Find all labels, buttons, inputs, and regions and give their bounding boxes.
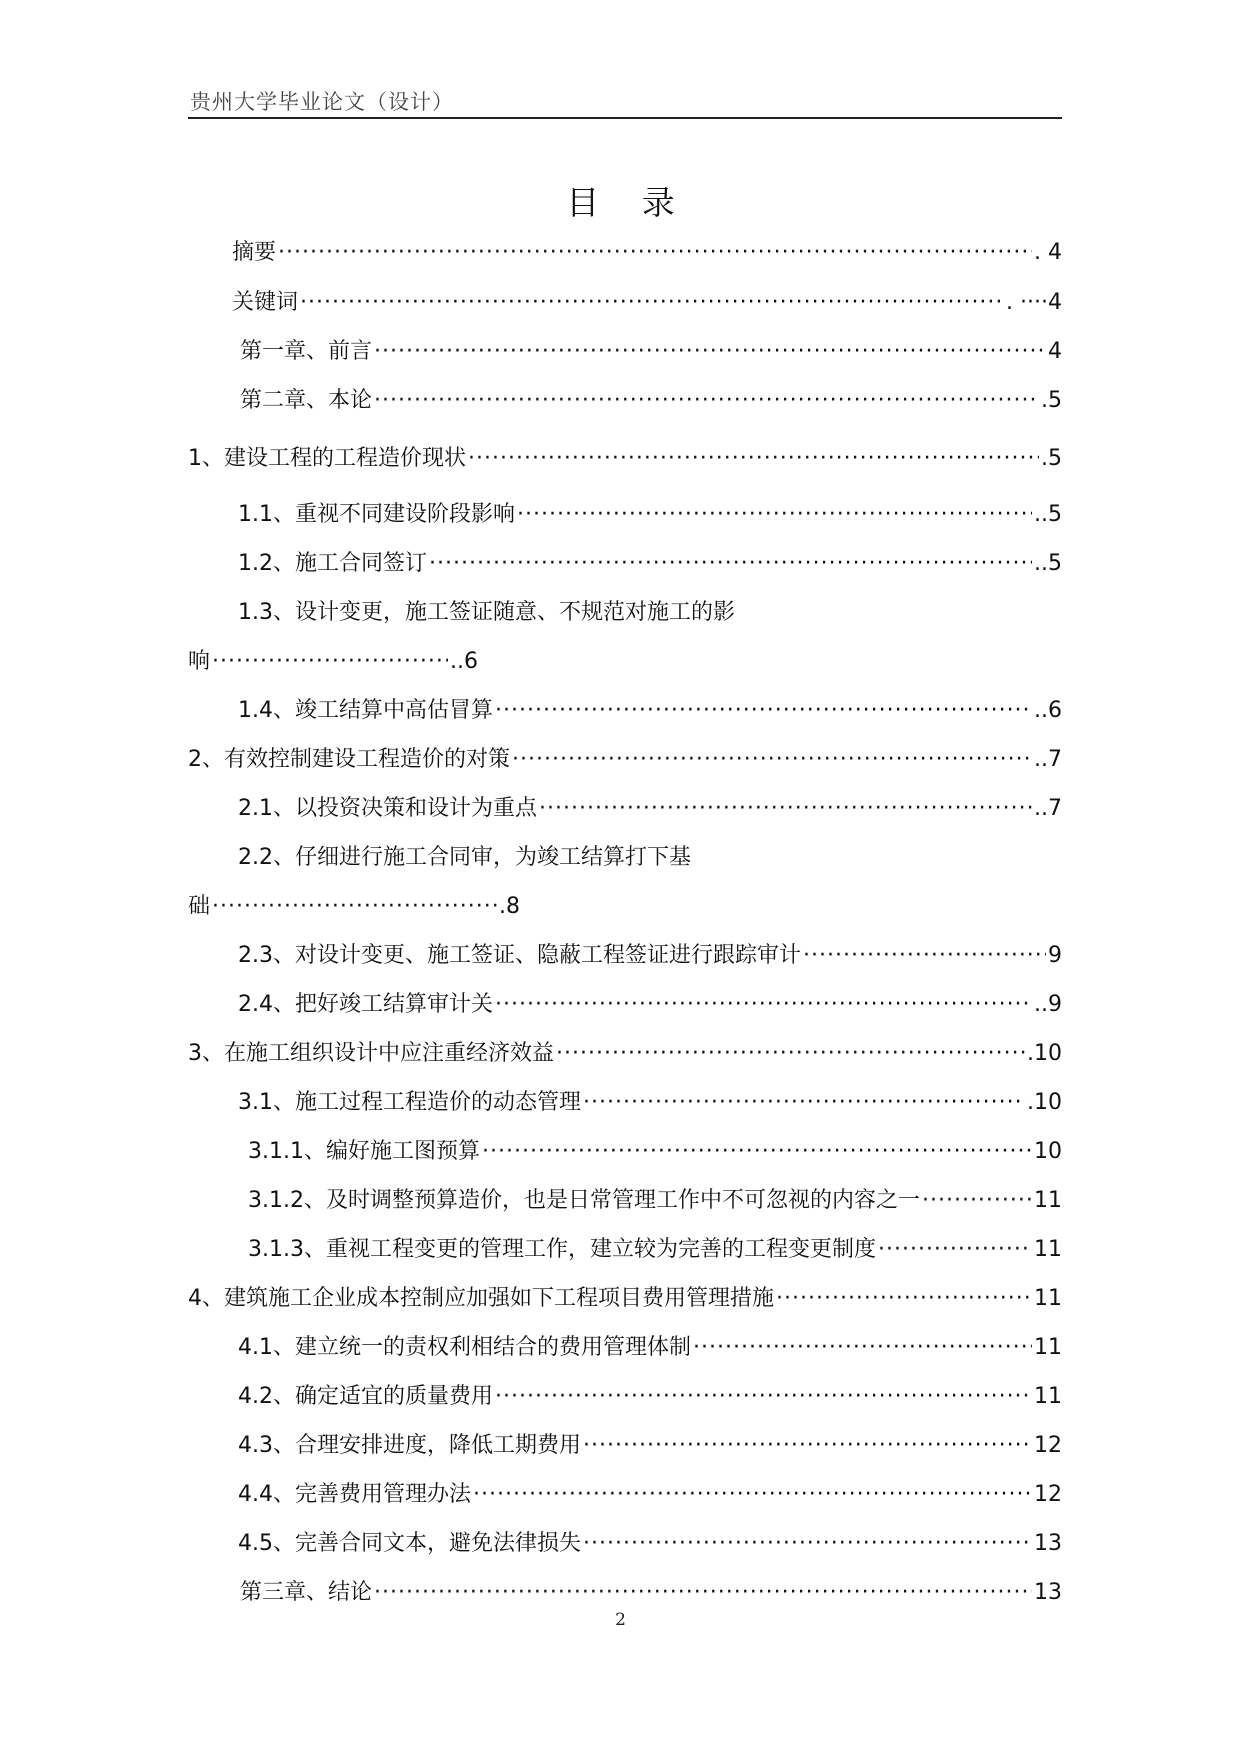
- toc-entry-page: .8: [499, 894, 520, 919]
- toc-entry[interactable]: [238, 696, 1062, 726]
- toc-entry-page: 11: [1034, 1335, 1062, 1360]
- toc-entry-page: 11: [1034, 1237, 1062, 1262]
- toc-leader-dots: [922, 1186, 1032, 1216]
- toc-leader-dots: [539, 794, 1032, 824]
- toc-title: 目 录: [566, 183, 691, 222]
- toc-entry-title: 2.1、以投资决策和设计为重点: [238, 796, 537, 821]
- toc-entry-title: 3、在施工组织设计中应注重经济效益: [188, 1041, 554, 1066]
- toc-entry[interactable]: [240, 1578, 1062, 1608]
- toc-entry-title: 1、建设工程的工程造价现状: [188, 446, 466, 471]
- toc-entry[interactable]: [188, 1039, 1062, 1069]
- toc-leader-dots: [512, 745, 1032, 775]
- toc-leader-dots: [300, 288, 1004, 318]
- toc-entry-page: ..9: [1034, 992, 1062, 1017]
- toc-leader-dots: [482, 1137, 1032, 1167]
- toc-leader-dots: [803, 941, 1046, 971]
- toc-leader-dots: [583, 1529, 1032, 1559]
- page-number: 2: [615, 1610, 626, 1630]
- toc-entry-page: 11: [1034, 1286, 1062, 1311]
- toc-entry[interactable]: [238, 1529, 1062, 1559]
- toc-entry[interactable]: [238, 549, 1062, 579]
- toc-entry-title: 1.2、施工合同签订: [238, 551, 427, 576]
- toc-entry[interactable]: [238, 794, 1062, 824]
- toc-entry[interactable]: [188, 892, 520, 922]
- toc-entry-page: ..5: [1034, 502, 1062, 527]
- toc-entry-page: 10: [1034, 1139, 1062, 1164]
- toc-entry-page: 4: [1048, 339, 1062, 364]
- header-title: 贵州大学毕业论文（设计）: [190, 90, 454, 114]
- toc-entry-title: 3.1.3、重视工程变更的管理工作，建立较为完善的工程变更制度: [248, 1237, 876, 1262]
- toc-entry-title: 第二章、本论: [240, 388, 373, 413]
- toc-entry-page: 12: [1034, 1482, 1062, 1507]
- toc-entry[interactable]: [238, 500, 1062, 530]
- toc-leader-dots: [473, 1480, 1032, 1510]
- toc-leader-dots: [583, 1088, 1025, 1118]
- toc-entry-title: 础: [188, 894, 211, 919]
- toc-entry[interactable]: [238, 990, 1062, 1020]
- toc-leader-dots: [374, 386, 1039, 416]
- toc-entry-page: 13: [1034, 1580, 1062, 1605]
- toc-entry-title: 4.2、确定适宜的质量费用: [238, 1384, 493, 1409]
- toc-leader-dots: [495, 990, 1032, 1020]
- toc-entry-page: 13: [1034, 1531, 1062, 1556]
- toc-leader-dots: [776, 1284, 1032, 1314]
- toc-entry[interactable]: [238, 1480, 1062, 1510]
- toc-entry-page: ..6: [1034, 698, 1062, 723]
- toc-entry[interactable]: [238, 1431, 1062, 1461]
- toc-leader-dots: [495, 696, 1032, 726]
- toc-entry-title: 4、建筑施工企业成本控制应加强如下工程项目费用管理措施: [188, 1286, 774, 1311]
- toc-entry-title: 1.1、重视不同建设阶段影响: [238, 502, 515, 527]
- toc-entry-title: 响: [188, 649, 211, 674]
- toc-leader-dots: [878, 1235, 1032, 1265]
- toc-leader-dots: [212, 647, 448, 677]
- toc-entry-title: 2、有效控制建设工程造价的对策: [188, 747, 510, 772]
- toc-leader-dots: [517, 500, 1032, 530]
- toc-entry-page: ..5: [1034, 551, 1062, 576]
- toc-leader-dots: [556, 1039, 1025, 1069]
- toc-entry[interactable]: [232, 238, 1062, 268]
- toc-entry-title: 3.1.1、编好施工图预算: [248, 1139, 480, 1164]
- toc-entry-title: 3.1.2、及时调整预算造价，也是日常管理工作中不可忽视的内容之一: [248, 1188, 920, 1213]
- toc-entry-page: 12: [1034, 1433, 1062, 1458]
- toc-leader-dots: [468, 444, 1039, 474]
- toc-entry[interactable]: [238, 1382, 1062, 1412]
- toc-entry-page: ..7: [1034, 796, 1062, 821]
- toc-leader-dots: [429, 549, 1032, 579]
- toc-leader-dots: [374, 337, 1046, 367]
- toc-entry[interactable]: [248, 1137, 1062, 1167]
- toc-entry-title: 4.1、建立统一的责权利相结合的费用管理体制: [238, 1335, 691, 1360]
- toc-entry-page: .10: [1027, 1041, 1062, 1066]
- toc-entry[interactable]: [238, 1333, 1062, 1363]
- toc-entry-title: 4.3、合理安排进度，降低工期费用: [238, 1433, 581, 1458]
- toc-entry-title: 第三章、结论: [240, 1580, 373, 1605]
- toc-entry-page: ..7: [1034, 747, 1062, 772]
- toc-entry[interactable]: [240, 337, 1062, 367]
- toc-leader-dots: [278, 238, 1032, 268]
- toc-entry-title: 第一章、前言: [240, 339, 373, 364]
- toc-entry-page: .10: [1027, 1090, 1062, 1115]
- toc-leader-dots: [693, 1333, 1032, 1363]
- toc-entry-title: 2.4、把好竣工结算审计关: [238, 992, 493, 1017]
- toc-entry[interactable]: [238, 941, 1062, 971]
- toc-entry[interactable]: [188, 745, 1062, 775]
- toc-leader-dots: [583, 1431, 1032, 1461]
- toc-entry-page: 9: [1048, 943, 1062, 968]
- toc-entry-title: 3.1、施工过程工程造价的动态管理: [238, 1090, 581, 1115]
- toc-leader-dots: [212, 892, 497, 922]
- toc-leader-dots: [374, 1578, 1032, 1608]
- toc-entry-wrapped-title[interactable]: 1.3、设计变更，施工签证随意、不规范对施工的影: [238, 600, 735, 625]
- toc-entry-title: 2.3、对设计变更、施工签证、隐蔽工程签证进行跟踪审计: [238, 943, 801, 968]
- toc-entry-page: . ····4: [1006, 290, 1062, 315]
- toc-entry-title: 4.5、完善合同文本，避免法律损失: [238, 1531, 581, 1556]
- toc-entry-wrapped-title[interactable]: 2.2、仔细进行施工合同审，为竣工结算打下基: [238, 845, 691, 870]
- toc-entry-title: 关键词: [232, 290, 299, 315]
- toc-entry[interactable]: [240, 386, 1062, 416]
- toc-entry[interactable]: [248, 1235, 1062, 1265]
- toc-entry[interactable]: [188, 647, 478, 677]
- toc-leader-dots: [495, 1382, 1032, 1412]
- toc-entry[interactable]: [238, 1088, 1062, 1118]
- toc-entry-page: 11: [1034, 1188, 1062, 1213]
- toc-entry-page: 11: [1034, 1384, 1062, 1409]
- toc-entry-page: .5: [1041, 388, 1062, 413]
- toc-entry[interactable]: [232, 288, 1062, 318]
- toc-entry-title: 4.4、完善费用管理办法: [238, 1482, 471, 1507]
- toc-entry-page: .5: [1041, 446, 1062, 471]
- toc-entry[interactable]: [188, 444, 1062, 474]
- toc-entry-title: 摘要: [232, 240, 277, 265]
- toc-entry[interactable]: [188, 1284, 1062, 1314]
- toc-entry-page: . 4: [1034, 240, 1062, 265]
- toc-entry[interactable]: [248, 1186, 1062, 1216]
- toc-entry-title: 1.4、竣工结算中高估冒算: [238, 698, 493, 723]
- toc-entry-page: ..6: [450, 649, 478, 674]
